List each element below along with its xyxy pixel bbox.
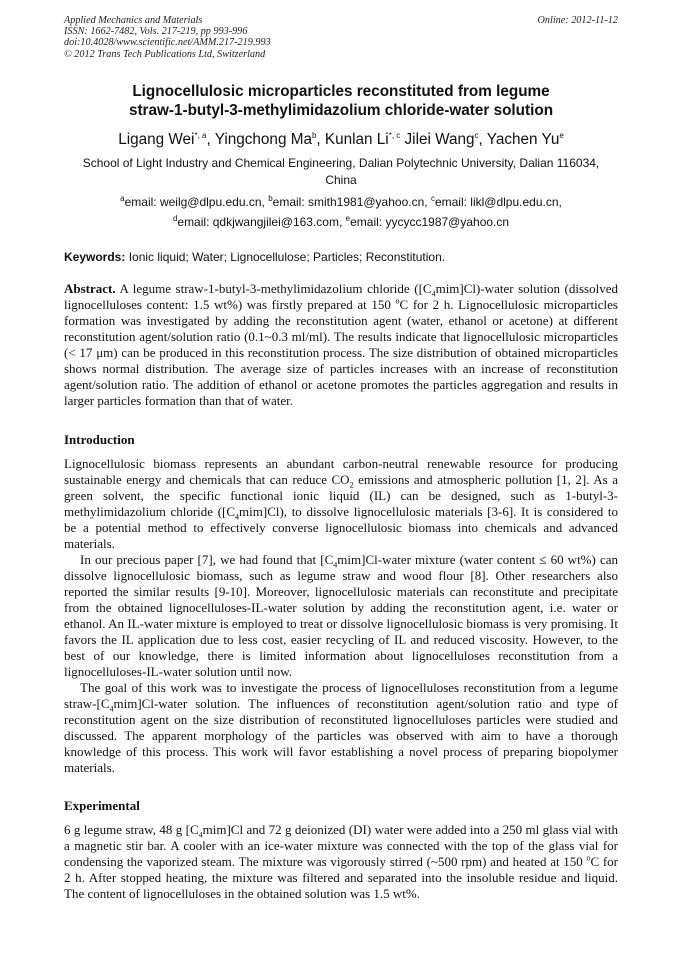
author-name: Ligang Wei bbox=[118, 131, 195, 148]
email-b: email: smith1981@yahoo.cn, bbox=[272, 195, 428, 209]
email-d: email: qdkjwangjilei@163.com, bbox=[177, 215, 343, 229]
keywords-text: Ionic liquid; Water; Lignocellulose; Particles; Reconstitution. bbox=[128, 250, 446, 264]
email-c: email: likl@dlpu.edu.cn, bbox=[434, 195, 562, 209]
paper-title bbox=[60, 82, 622, 120]
paragraph-text: mim]Cl), to dissolve lignocellulosic materials [3-6]. It is considered to be a potential method to effectively converse lignocellulosic biomass into chemicals and advanced materials. bbox=[64, 504, 618, 551]
paragraph-text: Lignocellulosic biomass represents an abundant carbon-neutral renewable resource for producing sustainable energy and chemicals that can reduce CO bbox=[64, 456, 618, 487]
title-line-1: Lignocellulosic microparticles reconstituted from legume bbox=[132, 83, 550, 100]
author-sup: e bbox=[559, 130, 564, 140]
author-name: Kunlan Li bbox=[324, 131, 389, 148]
author-sup: c bbox=[474, 130, 479, 140]
paragraph-text: mim]Cl-water mixture (water content ≤ 60 wt%) can dissolve lignocellulosic biomass, such as legume straw and wood flour [8]. Other researchers also reported the similar results [9-10]. Moreover, lignocellulosic materials can reconstitute and precipitate from the obtained lignocelluloses-IL-water solution by adding the reconstitution agent, i.e. water or ethanol. An IL-water mixture is employed to treat or dissolve lignocellulosic biomass is very promising. It favors the IL application due to less cost, easier recycling of IL and reduced viscosity. However, to the best of our knowledge, there is limited information about lignocelluloses reconstitution from a lignocelluloses-IL-water solution until now. bbox=[64, 552, 618, 679]
journal-doi: doi:10.4028/www.scientific.net/AMM.217-219.993 bbox=[64, 37, 271, 49]
author-name: Yachen Yu bbox=[486, 131, 560, 148]
email-e: email: yycycc1987@yahoo.cn bbox=[350, 215, 510, 229]
subscript: 4 bbox=[198, 830, 203, 840]
email-label: d bbox=[172, 214, 178, 223]
subscript: 4 bbox=[235, 512, 240, 522]
abstract bbox=[64, 281, 618, 409]
superscript: o bbox=[586, 853, 591, 863]
email-label: e bbox=[345, 214, 351, 223]
superscript: o bbox=[395, 296, 400, 306]
experimental-heading: Experimental bbox=[64, 798, 140, 813]
title-line-2: straw-1-butyl-3-methylimidazolium chloride-water solution bbox=[128, 102, 554, 119]
subscript: 4 bbox=[109, 704, 114, 714]
journal-header bbox=[64, 15, 618, 60]
paragraph-text: The goal of this work was to investigate the process of lignocelluloses reconstitution from a legume straw-[C bbox=[64, 680, 618, 711]
author-emails bbox=[60, 192, 622, 232]
online-date: Online: 2012-11-12 bbox=[537, 15, 618, 26]
subscript: 4 bbox=[333, 560, 338, 570]
paragraph-text: mim]Cl and 72 g deionized (DI) water were added into a 250 ml glass vial with a magnetic stir bar. A cooler with an ice-water mixture was connected with the top of the glass vial for condensing the vaporized steam. The mixture was vigorously stirred (~500 rpm) and heated at 150 bbox=[64, 822, 619, 869]
introduction-heading: Introduction bbox=[64, 432, 135, 447]
journal-name: Applied Mechanics and Materials bbox=[64, 15, 203, 26]
abstract-text: mim]Cl)-water solution (dissolved lignocelluloses content: 1.5 wt%) was firstly prepared at 150 bbox=[64, 281, 618, 312]
subscript: 4 bbox=[431, 289, 436, 299]
paragraph-text: C for 2 h. After stopped heating, the mixture was filtered and separated into the insoluble residue and liquid. The content of lignocelluloses in the obtained solution was 1.5 wt%. bbox=[64, 854, 618, 901]
abstract-label: Abstract. bbox=[64, 281, 116, 296]
keywords-label: Keywords: bbox=[64, 250, 126, 264]
paragraph-text: emissions and atmospheric pollution [1, 2]. As a green solvent, the specific functional ionic liquid (IL) can be designed, such as 1-butyl-3-methylimidazolium chloride ([C bbox=[64, 472, 618, 519]
paragraph-text: 6 g legume straw, 48 g [C bbox=[64, 822, 199, 837]
affiliation-line-1: School of Light Industry and Chemical Engineering, Dalian Polytechnic University, Dalian 116034, bbox=[82, 156, 600, 170]
author-sup: *, a bbox=[194, 130, 207, 140]
abstract-text: A legume straw-1-butyl-3-methylimidazolium chloride ([C bbox=[119, 281, 432, 296]
email-a: email: weilg@dlpu.edu.cn, bbox=[124, 195, 265, 209]
email-label: b bbox=[268, 194, 273, 203]
subscript: 2 bbox=[349, 480, 354, 490]
author-list: Ligang Wei$^{*, a}$, Yingchong Ma$^b$, Kunlan $Li^{*, c}$ Jilei Wang$^c$, Yachen Yu$^e$ bbox=[118, 130, 564, 148]
author-name: Yingchong Ma bbox=[214, 131, 312, 148]
author-sup: b bbox=[311, 130, 317, 140]
experimental-body bbox=[64, 822, 618, 902]
paragraph-text: In our precious paper [7], we had found that [C bbox=[80, 552, 334, 567]
abstract-text: C for 2 h. Lignocellulosic microparticles formation was investigated by adding the reconstitution agent (water, ethanol or acetone) at different reconstitution agent/solution ratio (0.1~0.3 ml/ml). The results indicate that lignocellulosic microparticles (< 17 μm) can be produced in this reconstitution process. The size distribution of obtained microparticles shows normal distribution. The average size of particles increases with an increase of reconstitution agent/solution ratio. The addition of ethanol or acetone promotes the particles aggregation and results in larger particles formation than that of water. bbox=[64, 297, 618, 408]
keywords bbox=[64, 249, 618, 265]
author-name: Jilei Wang bbox=[404, 131, 475, 148]
affiliation-line-2: China bbox=[325, 173, 357, 187]
introduction-body bbox=[64, 456, 618, 776]
paragraph-text: mim]Cl-water solution. The influences of reconstitution agent/solution ratio and type of reconstitution agent on the size distribution of reconstituted lignocelluloses particles were studied and discussed. The apparent morphology of the particles was observed with aim to have a thorough knowledge of this process. This work will favor establishing a novel process of preparing biopolymer materials. bbox=[64, 696, 618, 775]
author-sup: *, c bbox=[388, 130, 401, 140]
journal-issn: ISSN: 1662-7482, Vols. 217-219, pp 993-996 bbox=[64, 26, 248, 38]
journal-copyright: © 2012 Trans Tech Publications Ltd, Switzerland bbox=[64, 48, 266, 60]
affiliation bbox=[60, 155, 622, 189]
email-line-1 bbox=[60, 192, 622, 212]
email-label: c bbox=[430, 194, 435, 203]
email-line-2 bbox=[60, 212, 622, 232]
email-label: a bbox=[120, 194, 125, 203]
